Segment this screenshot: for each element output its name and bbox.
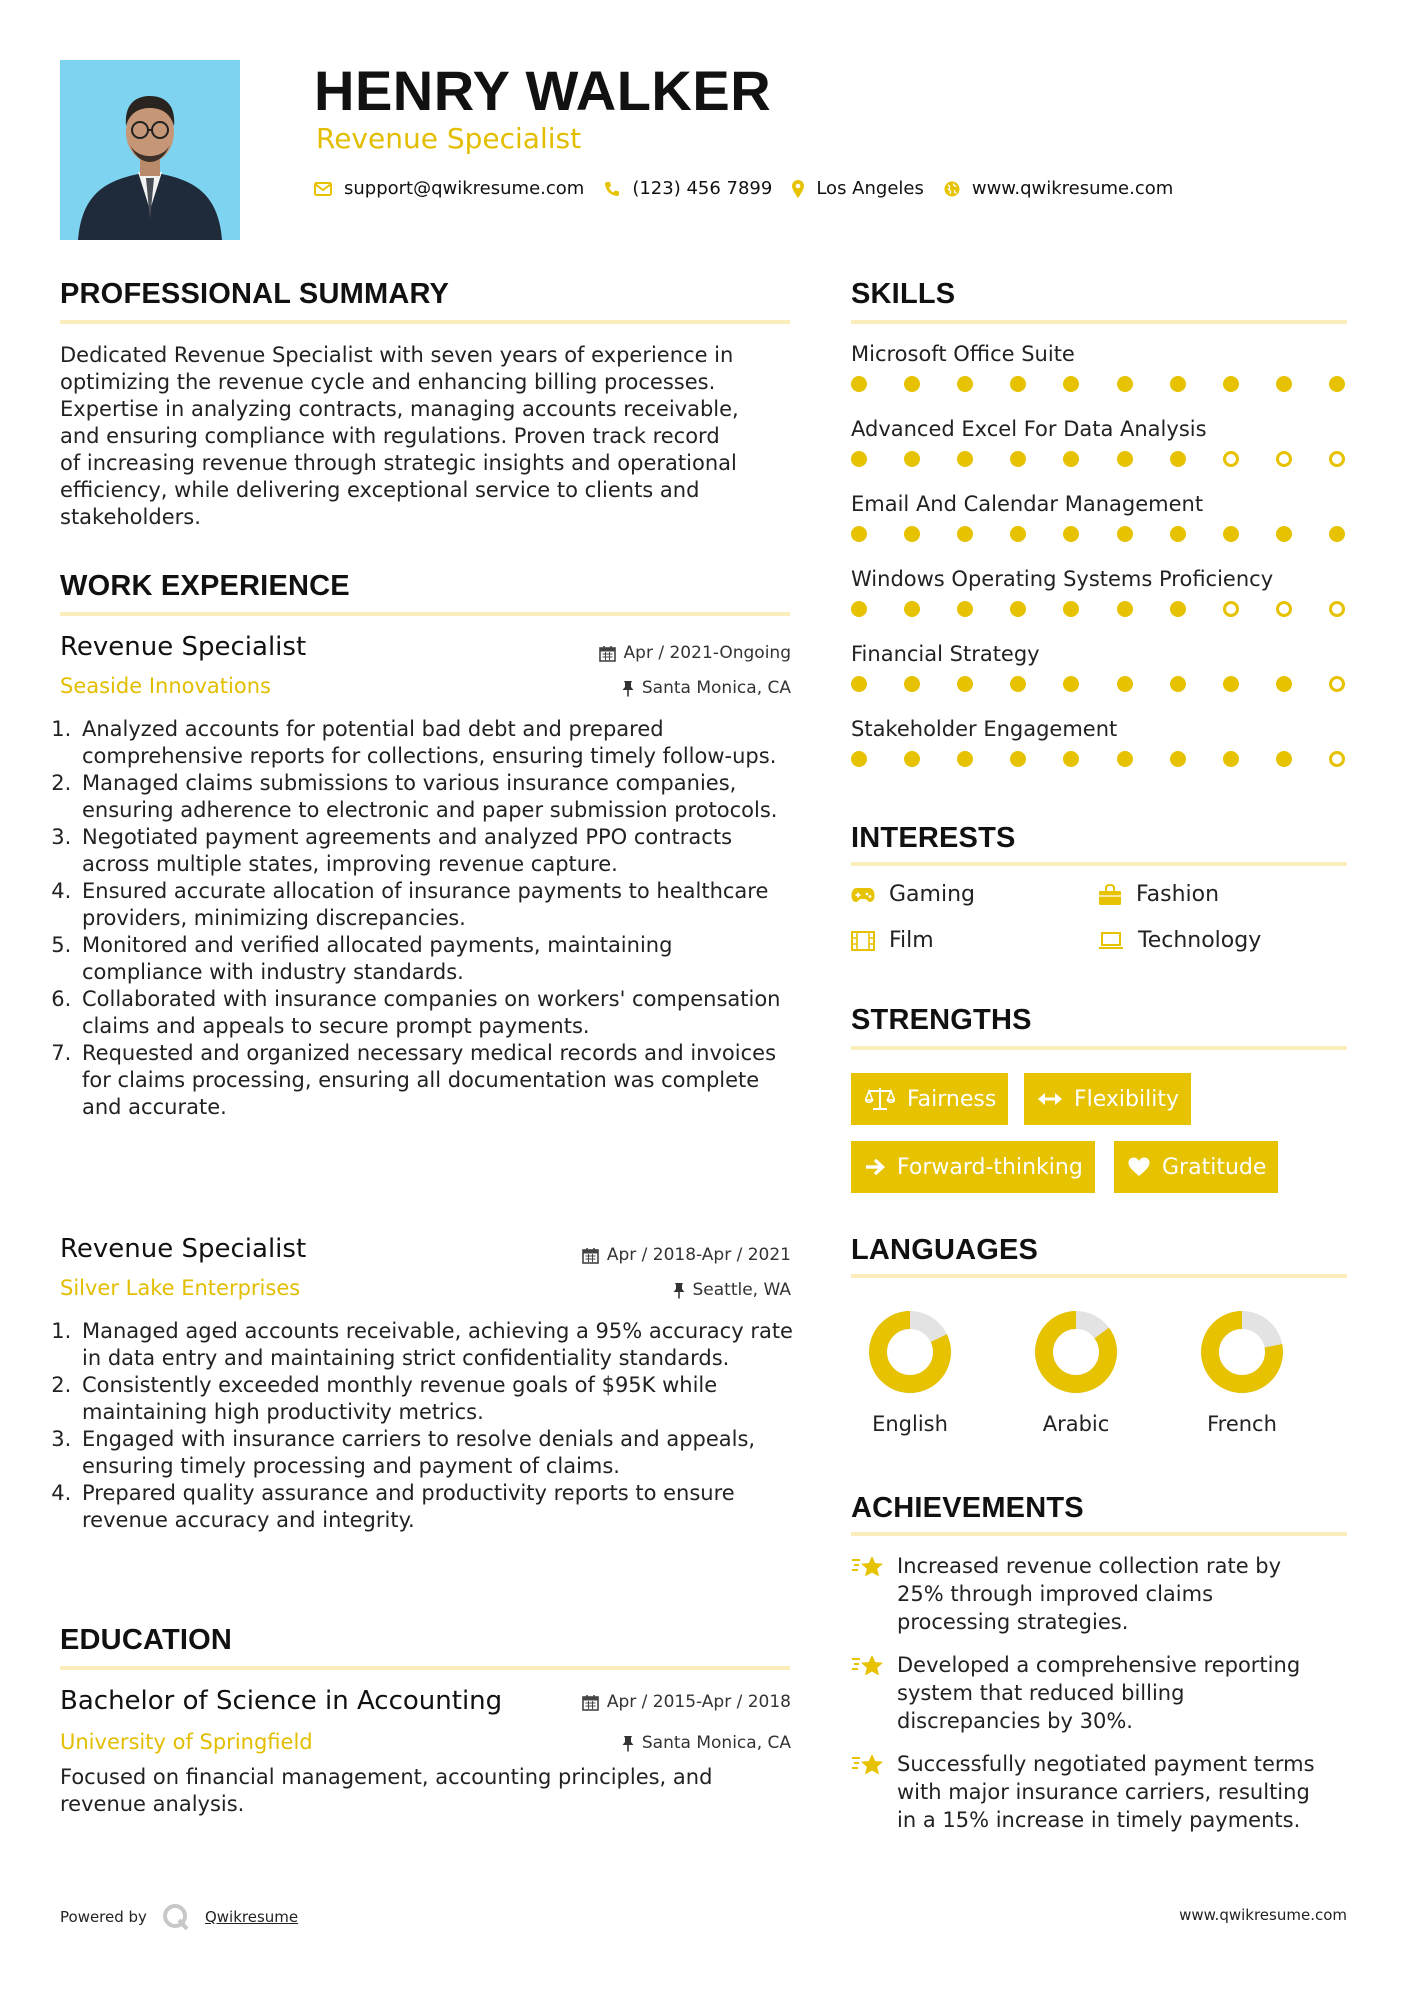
job-duties bbox=[46, 1318, 798, 1534]
rating-dot-filled bbox=[1063, 526, 1079, 542]
summary-line: and ensuring compliance with regulations. Proven track record bbox=[60, 424, 720, 448]
rating-dot-filled bbox=[851, 751, 867, 767]
interest-film bbox=[851, 928, 934, 953]
summary-line: efficiency, while delivering exceptional service to clients and bbox=[60, 478, 700, 502]
education-location-text: Santa Monica, CA bbox=[641, 1733, 791, 1753]
rating-dot-filled bbox=[1010, 376, 1026, 392]
footer-powered bbox=[60, 1902, 298, 1932]
summary-line: stakeholders. bbox=[60, 505, 201, 529]
achievements-heading: ACHIEVEMENTS bbox=[851, 1492, 1084, 1524]
skill-rating bbox=[851, 526, 1345, 542]
skill-rating bbox=[851, 601, 1345, 617]
achievement-text bbox=[897, 1651, 1300, 1735]
arrows-horizontal-icon bbox=[1038, 1092, 1062, 1106]
rating-dot-filled bbox=[904, 376, 920, 392]
duty-item: 3. Engaged with insurance carriers to resolve denials and appeals, ensuring timely processing and payment of claims. bbox=[78, 1426, 798, 1480]
phone-icon bbox=[604, 181, 620, 197]
candidate-name: HENRY WALKER bbox=[314, 59, 772, 122]
rating-dot-filled bbox=[1010, 676, 1026, 692]
rating-dot-filled bbox=[957, 376, 973, 392]
job-dates-text: Apr / 2021-Ongoing bbox=[623, 643, 791, 663]
interests-rule bbox=[851, 862, 1347, 866]
envelope-icon bbox=[314, 182, 332, 196]
summary-rule bbox=[60, 320, 790, 324]
duty-item: 1. Managed aged accounts receivable, achieving a 95% accuracy rate in data entry and maintaining strict confidentiality standards. bbox=[78, 1318, 798, 1372]
duty-item: 1. Analyzed accounts for potential bad debt and prepared comprehensive reports for collections, ensuring timely follow-ups. bbox=[78, 716, 798, 770]
strength-label: Fairness bbox=[907, 1086, 997, 1112]
interests-heading: INTERESTS bbox=[851, 822, 1016, 854]
education-rule bbox=[60, 1666, 790, 1670]
language-item bbox=[1177, 1306, 1307, 1436]
job-company: Silver Lake Enterprises bbox=[60, 1276, 301, 1300]
strength-label: Flexibility bbox=[1074, 1086, 1179, 1112]
website-text: www.qwikresume.com bbox=[971, 178, 1174, 199]
achievement-line: processing strategies. bbox=[897, 1610, 1129, 1634]
duty-item: 7. Requested and organized necessary medical records and invoices for claims processing, ensuring all documentation was complete and accurate. bbox=[78, 1040, 798, 1121]
language-donut bbox=[1177, 1306, 1307, 1398]
skill-name: Email And Calendar Management bbox=[851, 492, 1204, 516]
strength-badge-fairness bbox=[851, 1073, 1008, 1125]
skill-name: Windows Operating Systems Proficiency bbox=[851, 567, 1274, 591]
rating-dot-filled bbox=[904, 601, 920, 617]
rating-dot-filled bbox=[851, 676, 867, 692]
achievement-line: Increased revenue collection rate by bbox=[897, 1554, 1282, 1578]
summary-line: Expertise in analyzing contracts, managing accounts receivable, bbox=[60, 397, 739, 421]
rating-dot-empty bbox=[1329, 751, 1345, 767]
bag-icon bbox=[1098, 884, 1122, 906]
rating-dot-filled bbox=[1063, 676, 1079, 692]
rating-dot-empty bbox=[1329, 676, 1345, 692]
rating-dot-filled bbox=[851, 526, 867, 542]
contact-email[interactable] bbox=[314, 178, 584, 199]
thumbtack-icon bbox=[622, 680, 634, 697]
summary-heading: PROFESSIONAL SUMMARY bbox=[60, 278, 450, 310]
achievement-text bbox=[897, 1750, 1315, 1834]
rating-dot-filled bbox=[1223, 376, 1239, 392]
job-dates bbox=[599, 643, 791, 663]
summary-text bbox=[60, 342, 800, 531]
rating-dot-filled bbox=[904, 526, 920, 542]
rating-dot-empty bbox=[1276, 601, 1292, 617]
rating-dot-filled bbox=[1010, 601, 1026, 617]
education-description bbox=[60, 1764, 800, 1818]
contact-bar bbox=[314, 178, 1193, 199]
achievement-item bbox=[851, 1552, 1351, 1636]
language-donut bbox=[845, 1306, 975, 1398]
rating-dot-filled bbox=[1170, 376, 1186, 392]
job-company: Seaside Innovations bbox=[60, 674, 271, 698]
achievements-rule bbox=[851, 1532, 1347, 1536]
skill-name: Advanced Excel For Data Analysis bbox=[851, 417, 1207, 441]
strength-label: Gratitude bbox=[1162, 1154, 1267, 1180]
skill-rating bbox=[851, 376, 1345, 392]
rating-dot-filled bbox=[1223, 526, 1239, 542]
rating-dot-filled bbox=[1276, 526, 1292, 542]
education-dates-text: Apr / 2015-Apr / 2018 bbox=[606, 1692, 791, 1712]
rating-dot-filled bbox=[1010, 526, 1026, 542]
education-line: revenue analysis. bbox=[60, 1792, 245, 1816]
skill-row bbox=[851, 342, 1345, 417]
duty-item: 4. Prepared quality assurance and productivity reports to ensure revenue accuracy and integrity. bbox=[78, 1480, 798, 1534]
interest-technology bbox=[1098, 928, 1261, 953]
duty-item: 6. Collaborated with insurance companies on workers' compensation claims and appeals to secure prompt payments. bbox=[78, 986, 798, 1040]
skill-name: Financial Strategy bbox=[851, 642, 1040, 666]
person-portrait-icon bbox=[60, 60, 240, 240]
summary-line: optimizing the revenue cycle and enhancing billing processes. bbox=[60, 370, 716, 394]
rating-dot-filled bbox=[851, 376, 867, 392]
rating-dot-filled bbox=[1063, 751, 1079, 767]
strengths-rule bbox=[851, 1046, 1347, 1050]
map-pin-icon bbox=[792, 180, 804, 198]
skill-rating bbox=[851, 451, 1345, 467]
duty-item: 2. Consistently exceeded monthly revenue goals of $95K while maintaining high productivity metrics. bbox=[78, 1372, 798, 1426]
education-location bbox=[622, 1733, 791, 1753]
skills-rule bbox=[851, 320, 1347, 324]
rating-dot-filled bbox=[1063, 376, 1079, 392]
education-dates bbox=[582, 1692, 791, 1712]
language-name: French bbox=[1207, 1412, 1277, 1436]
star-badge-icon bbox=[851, 1653, 885, 1681]
rating-dot-filled bbox=[957, 601, 973, 617]
strength-label: Forward-thinking bbox=[897, 1154, 1083, 1180]
rating-dot-filled bbox=[851, 601, 867, 617]
candidate-title: Revenue Specialist bbox=[316, 122, 582, 155]
rating-dot-filled bbox=[1117, 601, 1133, 617]
gamepad-icon bbox=[851, 887, 875, 903]
profile-photo bbox=[60, 60, 240, 240]
language-item bbox=[845, 1306, 975, 1436]
qwikresume-logo-icon bbox=[161, 1902, 191, 1932]
job-dates-text: Apr / 2018-Apr / 2021 bbox=[606, 1245, 791, 1265]
rating-dot-filled bbox=[957, 526, 973, 542]
interest-label: Film bbox=[889, 928, 934, 953]
rating-dot-filled bbox=[957, 451, 973, 467]
achievement-line: Successfully negotiated payment terms bbox=[897, 1752, 1315, 1776]
contact-location bbox=[792, 178, 924, 199]
achievement-item bbox=[851, 1750, 1351, 1834]
experience-rule bbox=[60, 612, 790, 616]
star-badge-icon bbox=[851, 1752, 885, 1780]
location-text: Los Angeles bbox=[816, 178, 924, 199]
language-item bbox=[1011, 1306, 1141, 1436]
skill-row bbox=[851, 492, 1345, 567]
skill-row bbox=[851, 417, 1345, 492]
film-icon bbox=[851, 931, 875, 951]
language-name: English bbox=[872, 1412, 948, 1436]
achievement-line: Developed a comprehensive reporting bbox=[897, 1653, 1301, 1677]
achievement-text bbox=[897, 1552, 1281, 1636]
education-degree: Bachelor of Science in Accounting bbox=[60, 1686, 503, 1716]
rating-dot-filled bbox=[1276, 376, 1292, 392]
scale-icon bbox=[865, 1087, 895, 1111]
job-location-text: Santa Monica, CA bbox=[641, 678, 791, 698]
rating-dot-empty bbox=[1329, 601, 1345, 617]
rating-dot-filled bbox=[1117, 451, 1133, 467]
rating-dot-filled bbox=[1170, 451, 1186, 467]
strength-badge-gratitude bbox=[1114, 1141, 1278, 1193]
rating-dot-filled bbox=[904, 676, 920, 692]
strength-badge-flexibility bbox=[1024, 1073, 1191, 1125]
language-donut bbox=[1011, 1306, 1141, 1398]
skills-list bbox=[851, 342, 1345, 792]
achievement-line: discrepancies by 30%. bbox=[897, 1709, 1133, 1733]
rating-dot-filled bbox=[957, 676, 973, 692]
rating-dot-filled bbox=[1223, 751, 1239, 767]
achievement-item bbox=[851, 1651, 1351, 1735]
rating-dot-filled bbox=[1329, 376, 1345, 392]
strengths-heading: STRENGTHS bbox=[851, 1004, 1032, 1036]
interest-label: Fashion bbox=[1136, 882, 1220, 907]
thumbtack-icon bbox=[622, 1735, 634, 1752]
education-line: Focused on financial management, accounting principles, and bbox=[60, 1765, 713, 1789]
rating-dot-empty bbox=[1329, 451, 1345, 467]
achievement-line: 25% through improved claims bbox=[897, 1582, 1214, 1606]
rating-dot-filled bbox=[1170, 601, 1186, 617]
duty-item: 3. Negotiated payment agreements and analyzed PPO contracts across multiple states, improving revenue capture. bbox=[78, 824, 798, 878]
rating-dot-filled bbox=[1010, 751, 1026, 767]
rating-dot-filled bbox=[1223, 676, 1239, 692]
laptop-icon bbox=[1098, 932, 1124, 950]
education-heading: EDUCATION bbox=[60, 1624, 233, 1656]
heart-icon bbox=[1128, 1157, 1150, 1177]
email-text: support@qwikresume.com bbox=[344, 178, 585, 199]
languages-area bbox=[845, 1306, 1355, 1446]
rating-dot-filled bbox=[1329, 526, 1345, 542]
arrow-right-icon bbox=[865, 1158, 885, 1176]
interest-gaming bbox=[851, 882, 975, 907]
rating-dot-filled bbox=[1117, 751, 1133, 767]
duty-item: 5. Monitored and verified allocated payments, maintaining compliance with industry standards. bbox=[78, 932, 798, 986]
skill-row bbox=[851, 642, 1345, 717]
skill-row bbox=[851, 567, 1345, 642]
achievement-line: in a 15% increase in timely payments. bbox=[897, 1808, 1301, 1832]
interest-fashion bbox=[1098, 882, 1219, 907]
rating-dot-filled bbox=[1117, 676, 1133, 692]
achievements-list bbox=[851, 1552, 1351, 1834]
rating-dot-filled bbox=[904, 751, 920, 767]
strength-badge-forward-thinking bbox=[851, 1141, 1095, 1193]
rating-dot-filled bbox=[1276, 751, 1292, 767]
rating-dot-filled bbox=[1010, 451, 1026, 467]
language-name: Arabic bbox=[1042, 1412, 1110, 1436]
rating-dot-filled bbox=[1276, 676, 1292, 692]
job-location bbox=[622, 678, 791, 698]
footer-website[interactable]: www.qwikresume.com bbox=[1179, 1906, 1347, 1924]
rating-dot-filled bbox=[1170, 751, 1186, 767]
skill-rating bbox=[851, 676, 1345, 692]
job-title: Revenue Specialist bbox=[60, 632, 307, 662]
achievement-line: system that reduced billing bbox=[897, 1681, 1185, 1705]
rating-dot-empty bbox=[1276, 451, 1292, 467]
star-badge-icon bbox=[851, 1554, 885, 1582]
duty-item: 4. Ensured accurate allocation of insurance payments to healthcare providers, minimizing discrepancies. bbox=[78, 878, 798, 932]
rating-dot-filled bbox=[1170, 526, 1186, 542]
rating-dot-empty bbox=[1223, 451, 1239, 467]
rating-dot-empty bbox=[1223, 601, 1239, 617]
calendar-icon bbox=[599, 645, 616, 662]
job-location-text: Seattle, WA bbox=[692, 1280, 791, 1300]
skill-row bbox=[851, 717, 1345, 792]
skills-heading: SKILLS bbox=[851, 278, 956, 310]
job-duties bbox=[46, 716, 798, 1121]
footer-brand-link[interactable]: Qwikresume bbox=[204, 1908, 299, 1926]
skill-name: Stakeholder Engagement bbox=[851, 717, 1118, 741]
education-school: University of Springfield bbox=[60, 1730, 313, 1754]
footer-powered-label: Powered by bbox=[60, 1908, 147, 1926]
languages-rule bbox=[851, 1274, 1347, 1278]
rating-dot-filled bbox=[1063, 451, 1079, 467]
interest-label: Technology bbox=[1138, 928, 1262, 953]
rating-dot-filled bbox=[1063, 601, 1079, 617]
rating-dot-filled bbox=[1170, 676, 1186, 692]
job-dates bbox=[582, 1245, 791, 1265]
thumbtack-icon bbox=[673, 1282, 685, 1299]
rating-dot-filled bbox=[1117, 526, 1133, 542]
duty-item: 2. Managed claims submissions to various insurance companies, ensuring adherence to electronic and paper submission protocols. bbox=[78, 770, 798, 824]
job-location bbox=[673, 1280, 792, 1300]
globe-icon bbox=[944, 181, 960, 197]
skill-name: Microsoft Office Suite bbox=[851, 342, 1075, 366]
interest-label: Gaming bbox=[889, 882, 975, 907]
job-title: Revenue Specialist bbox=[60, 1234, 307, 1264]
rating-dot-filled bbox=[1117, 376, 1133, 392]
languages-heading: LANGUAGES bbox=[851, 1234, 1039, 1266]
contact-phone[interactable] bbox=[604, 178, 772, 199]
rating-dot-filled bbox=[851, 451, 867, 467]
summary-line: Dedicated Revenue Specialist with seven years of experience in bbox=[60, 343, 734, 367]
calendar-icon bbox=[582, 1694, 599, 1711]
achievement-line: with major insurance carriers, resulting bbox=[897, 1780, 1310, 1804]
calendar-icon bbox=[582, 1247, 599, 1264]
experience-heading: WORK EXPERIENCE bbox=[60, 570, 350, 602]
rating-dot-filled bbox=[957, 751, 973, 767]
rating-dot-filled bbox=[904, 451, 920, 467]
phone-text: (123) 456 7899 bbox=[632, 178, 773, 199]
summary-line: of increasing revenue through strategic insights and operational bbox=[60, 451, 737, 475]
skill-rating bbox=[851, 751, 1345, 767]
contact-website[interactable] bbox=[944, 178, 1173, 199]
